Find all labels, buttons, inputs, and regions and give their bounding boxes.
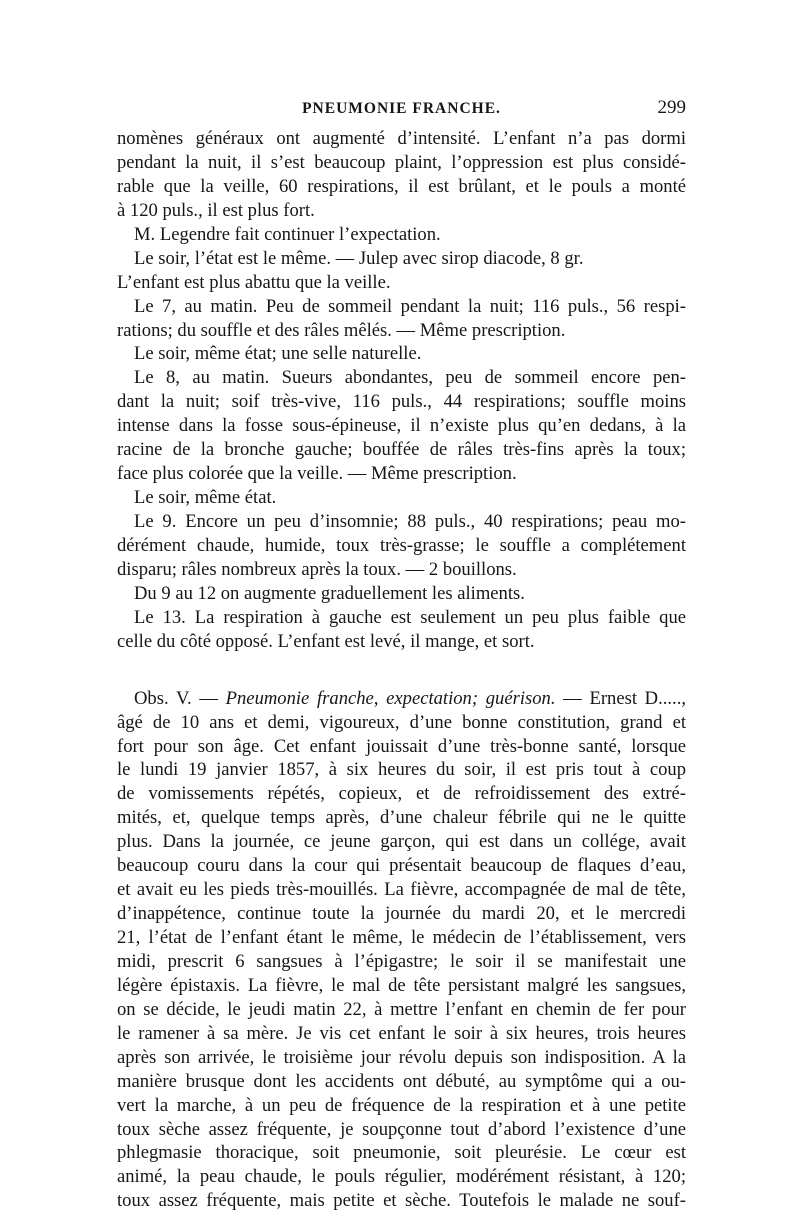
text-line: fort pour son âge. Cet enfant jouissait d’une très-bonne santé, lorsque xyxy=(117,735,686,757)
text-line: après son arrivée, le troisième jour révolu depuis son indisposition. A la xyxy=(117,1046,686,1068)
section-gap xyxy=(117,654,686,687)
text-line: pendant la nuit, il s’est beaucoup plaint, l’oppression est plus considé- xyxy=(117,151,686,173)
text-line: dérément chaude, humide, toux très-grasse; le souffle a complétement xyxy=(117,534,686,556)
body-text xyxy=(117,127,686,1213)
text-line: Le 9. Encore un peu d’insomnie; 88 puls., 40 respirations; peau mo- xyxy=(134,511,686,532)
observation-label: Obs. V. — xyxy=(134,687,226,709)
text-line: âgé de 10 ans et demi, vigoureux, d’une bonne constitution, grand et xyxy=(117,711,686,733)
text-line: et avait eu les pieds très-mouillés. La fièvre, accompagnée de mal de tête, xyxy=(117,879,686,901)
text-line: à 120 puls., il est plus fort. xyxy=(117,199,315,221)
observation-heading-line xyxy=(117,687,686,711)
text-line: mités, et, quelque temps après, d’une chaleur fébrile qui ne le quitte xyxy=(117,807,686,829)
text-line: face plus colorée que la veille. — Même prescription. xyxy=(117,463,517,485)
text-line: intense dans la fosse sous-épineuse, il n’existe plus qu’en dedans, à la xyxy=(117,415,686,437)
text-line: Le 7, au matin. Peu de sommeil pendant la nuit; 116 puls., 56 respi- xyxy=(134,295,686,317)
text-line: d’inappétence, continue toute la journée du mardi 20, et le mercredi xyxy=(117,903,686,925)
text-line: rations; du souffle et des râles mêlés. — Même prescription. xyxy=(117,319,566,341)
text-line: manière brusque dont les accidents ont débuté, au symptôme qui a ou- xyxy=(117,1070,686,1092)
text-line: beaucoup couru dans la cour qui présentait beaucoup de flaques d’eau, xyxy=(117,855,686,877)
paragraph xyxy=(117,510,686,582)
paragraph xyxy=(117,271,686,295)
text-line: on se décide, le jeudi matin 22, à mettre l’enfant en chemin de fer pour xyxy=(117,998,686,1020)
observation-patient: — Ernest D....., xyxy=(555,687,687,709)
page-number: 299 xyxy=(657,97,686,118)
text-line: racine de la bronche gauche; bouffée de râles très-fins après la toux; xyxy=(117,439,686,461)
paragraph xyxy=(117,247,686,271)
text-line: légère épistaxis. La fièvre, le mal de tête persistant malgré les sangsues, xyxy=(117,974,686,996)
observation-title: Pneumonie franche, expectation; guérison. xyxy=(225,687,556,709)
text-line: midi, prescrit 6 sangsues à l’épigastre; le soir il se manifestait une xyxy=(117,950,686,972)
text-line: Le soir, même état. xyxy=(134,487,277,509)
page-header xyxy=(117,97,686,124)
text-line: phlegmasie thoracique, soit pneumonie, soit pleurésie. Le cœur est xyxy=(117,1142,686,1164)
text-line: toux sèche assez fréquente, je soupçonne tout d’abord l’existence d’une xyxy=(117,1118,686,1140)
text-line: M. Legendre fait continuer l’expectation. xyxy=(134,223,441,245)
text-line: vert la marche, à un peu de fréquence de la respiration et à une petite xyxy=(117,1094,686,1116)
text-line: le ramener à sa mère. Je vis cet enfant le soir à six heures, trois heures xyxy=(117,1022,686,1044)
text-line: Du 9 au 12 on augmente graduellement les aliments. xyxy=(134,582,525,604)
paragraph xyxy=(117,223,686,247)
text-line: Le 13. La respiration à gauche est seulement un peu plus faible que xyxy=(134,606,686,628)
text-line: Le soir, l’état est le même. — Julep avec sirop diacode, 8 gr. xyxy=(134,247,584,269)
text-line: de vomissements répétés, copieux, et de refroidissement des extré- xyxy=(117,783,686,805)
text-line: dant la nuit; soif très-vive, 116 puls., 44 respirations; souffle moins xyxy=(117,391,686,413)
text-line: Le 8, au matin. Sueurs abondantes, peu de sommeil encore pen- xyxy=(134,367,686,389)
running-head: PNEUMONIE FRANCHE. xyxy=(302,100,501,117)
text-line: rable que la veille, 60 respirations, il est brûlant, et le pouls a monté xyxy=(117,175,686,197)
paragraph xyxy=(117,127,686,223)
text-line: 21, l’état de l’enfant étant le même, le médecin de l’établissement, vers xyxy=(117,927,686,948)
paragraph xyxy=(117,606,686,654)
paragraph xyxy=(117,295,686,343)
text-line: Le soir, même état; une selle naturelle. xyxy=(134,343,422,365)
text-line: toux assez fréquente, mais petite et sèche. Toutefois le malade ne souf- xyxy=(117,1190,686,1212)
text-line: celle du côté opposé. L’enfant est levé, il mange, et sort. xyxy=(117,630,535,652)
paragraph xyxy=(117,366,686,486)
paragraph xyxy=(117,486,686,510)
paragraph xyxy=(117,582,686,606)
text-line: L’enfant est plus abattu que la veille. xyxy=(117,271,391,293)
text-line: le lundi 19 janvier 1857, à six heures du soir, il est pris tout à coup xyxy=(117,759,686,781)
observation-paragraph xyxy=(117,687,686,1214)
text-line: nomènes généraux ont augmenté d’intensité. L’enfant n’a pas dormi xyxy=(117,128,686,149)
text-line: animé, la peau chaude, le pouls régulier, modérément résistant, à 120; xyxy=(117,1166,686,1188)
text-line: disparu; râles nombreux après la toux. — 2 bouillons. xyxy=(117,558,517,580)
paragraph xyxy=(117,342,686,366)
text-line: plus. Dans la journée, ce jeune garçon, qui est dans un collége, avait xyxy=(117,831,686,853)
